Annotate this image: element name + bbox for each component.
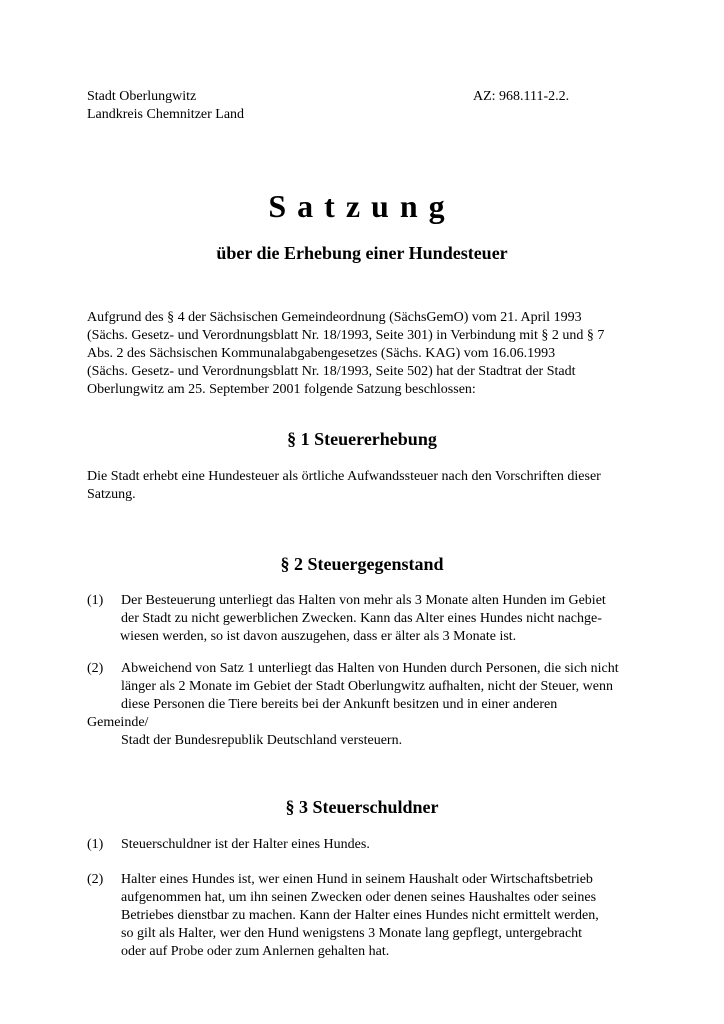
header-file-reference: AZ: 968.111-2.2.	[473, 89, 570, 104]
paragraph-line: aufgenommen hat, um ihn seinen Zwecken oder denen seines Haushaltes oder seines	[121, 890, 597, 905]
section-1-text-line: Satzung.	[87, 487, 136, 502]
preamble-line: (Sächs. Gesetz- und Verordnungsblatt Nr. 18/1993, Seite 301) in Verbindung mit § 2 und § 7	[87, 328, 605, 343]
paragraph-number: (2)	[87, 661, 104, 676]
paragraph-line: Steuerschuldner ist der Halter eines Hundes.	[121, 837, 370, 852]
paragraph-line: Der Besteuerung unterliegt das Halten von mehr als 3 Monate alten Hunden im Gebiet	[121, 593, 606, 608]
paragraph-line: der Stadt zu nicht gewerblichen Zwecken. Kann das Alter eines Hundes nicht nachge-	[121, 611, 602, 626]
paragraph-line: Gemeinde/	[87, 715, 149, 730]
preamble-line: Aufgrund des § 4 der Sächsischen Gemeindeordnung (SächsGemO) vom 21. April 1993	[87, 310, 582, 325]
paragraph-line: so gilt als Halter, wer den Hund wenigstens 3 Monate lang gepflegt, untergebracht	[121, 926, 583, 941]
paragraph-line: wiesen werden, so ist davon auszugehen, dass er älter als 3 Monate ist.	[120, 629, 517, 644]
paragraph-line: Abweichend von Satz 1 unterliegt das Halten von Hunden durch Personen, die sich nicht	[121, 661, 619, 676]
paragraph-number: (2)	[87, 872, 104, 887]
paragraph-line: länger als 2 Monate im Gebiet der Stadt Oberlungwitz aufhalten, nicht der Steuer, wenn	[121, 679, 614, 694]
section-1-text-line: Die Stadt erhebt eine Hundesteuer als örtliche Aufwandssteuer nach den Vorschriften dieser	[87, 469, 601, 484]
section-heading-2: § 2 Steuergegenstand	[280, 554, 444, 574]
paragraph-line: Betriebes dienstbar zu machen. Kann der Halter eines Hundes nicht ermittelt werden,	[121, 908, 599, 923]
document-title: Satzung	[268, 188, 456, 224]
header-city: Stadt Oberlungwitz	[87, 89, 197, 104]
paragraph-line: Stadt der Bundesrepublik Deutschland versteuern.	[121, 733, 403, 748]
paragraph-line: oder auf Probe oder zum Anlernen gehalten hat.	[121, 944, 390, 959]
header-district: Landkreis Chemnitzer Land	[87, 107, 245, 122]
preamble-line: (Sächs. Gesetz- und Verordnungsblatt Nr. 18/1993, Seite 502) hat der Stadtrat der Stadt	[87, 364, 576, 379]
paragraph-line: diese Personen die Tiere bereits bei der Ankunft besitzen und in einer anderen	[121, 697, 558, 712]
paragraph-line: Halter eines Hundes ist, wer einen Hund in seinem Haushalt oder Wirtschaftsbetrieb	[121, 872, 593, 887]
section-heading-1: § 1 Steuererhebung	[287, 429, 437, 449]
paragraph-number: (1)	[87, 593, 104, 608]
section-heading-3: § 3 Steuerschuldner	[285, 797, 439, 817]
preamble-line: Oberlungwitz am 25. September 2001 folgende Satzung beschlossen:	[87, 382, 476, 397]
preamble-line: Abs. 2 des Sächsischen Kommunalabgabengesetzes (Sächs. KAG) vom 16.06.1993	[87, 346, 556, 361]
document-subtitle: über die Erhebung einer Hundesteuer	[216, 243, 508, 263]
paragraph-number: (1)	[87, 837, 104, 852]
